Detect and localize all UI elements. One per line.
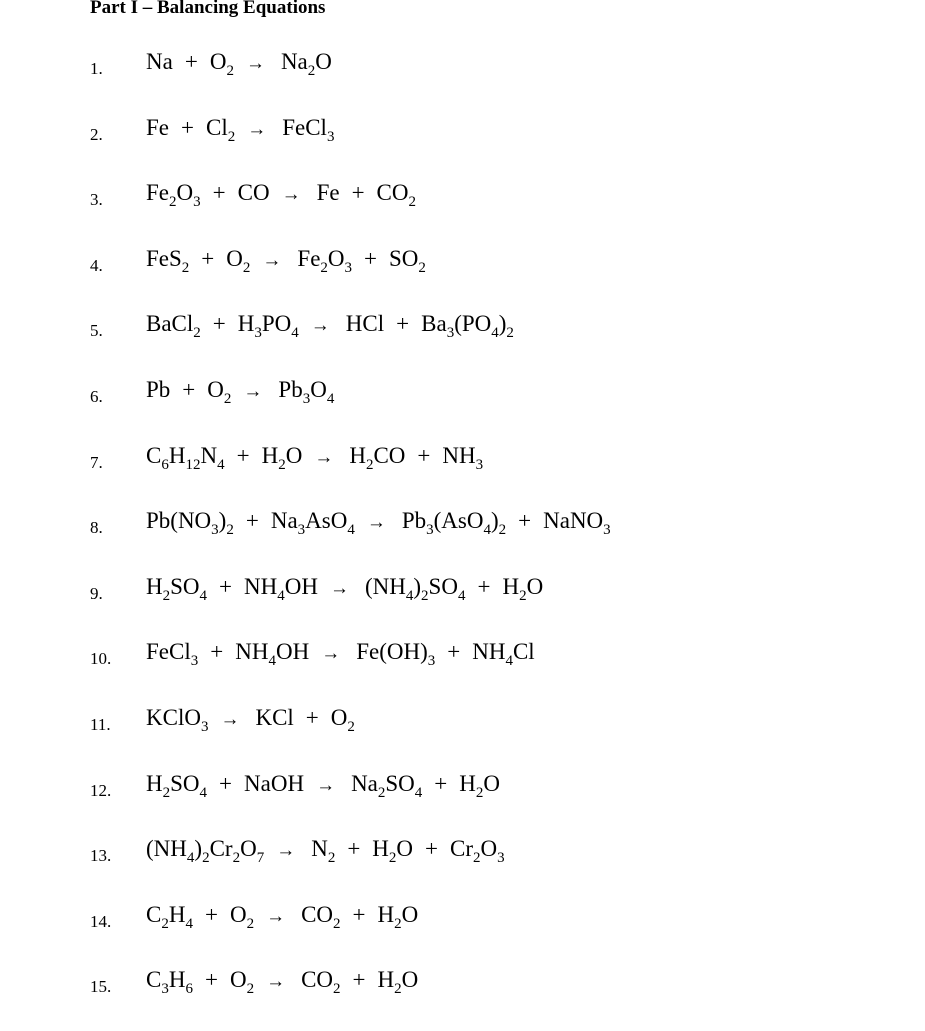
plus-sign: + bbox=[434, 770, 448, 796]
equation-row bbox=[0, 178, 925, 244]
reactant: FeS$_2$ bbox=[146, 245, 190, 276]
equation-number: 10. bbox=[90, 649, 112, 669]
equation-text bbox=[146, 704, 355, 735]
reaction-arrow-icon: → bbox=[266, 971, 286, 993]
reactant: BaCl$_2$ bbox=[146, 311, 201, 342]
plus-sign: + bbox=[212, 311, 226, 337]
equation-number: 13. bbox=[90, 846, 112, 866]
equation-text bbox=[146, 376, 335, 407]
product: $Pb_3O_4$ bbox=[278, 376, 335, 407]
reactant: FeCl$_3$ bbox=[146, 639, 199, 670]
equation-number: 4. bbox=[90, 255, 103, 275]
reactant: $Fe_2O_3$ bbox=[146, 180, 201, 211]
plus-sign: + bbox=[184, 49, 198, 74]
reactant: $O_2$ bbox=[209, 49, 234, 79]
reaction-arrow-icon: → bbox=[366, 512, 386, 534]
equation-row bbox=[0, 244, 925, 310]
equation-text bbox=[146, 967, 419, 998]
product: $CO_2$ bbox=[301, 901, 341, 932]
equation-text bbox=[146, 901, 419, 932]
reactant: $C_2H_4$ bbox=[146, 901, 193, 932]
plus-sign: + bbox=[210, 639, 224, 665]
product: KCl bbox=[255, 704, 294, 730]
reactant: $C_6H_{12}N_4$ bbox=[146, 442, 225, 473]
product: $NH_4Cl$ bbox=[472, 639, 535, 670]
product: $Ba_3(PO_4)_2$ bbox=[421, 311, 514, 342]
reaction-arrow-icon: → bbox=[314, 446, 334, 468]
equation-text bbox=[146, 442, 484, 473]
equation-row bbox=[0, 113, 925, 179]
reaction-arrow-icon: → bbox=[220, 708, 240, 730]
product: $Pb_3(AsO_4)_2$ bbox=[401, 508, 507, 539]
equation-number: 14. bbox=[90, 911, 112, 931]
reaction-arrow-icon: → bbox=[329, 577, 349, 599]
equation-row bbox=[0, 900, 925, 966]
plus-sign: + bbox=[219, 770, 233, 796]
equation-text bbox=[146, 573, 544, 604]
plus-sign: + bbox=[305, 704, 319, 730]
product: $H_2O$ bbox=[377, 901, 419, 932]
product: $H_2O$ bbox=[502, 573, 544, 604]
plus-sign: + bbox=[219, 573, 233, 599]
product: $Fe_2O_3$ bbox=[297, 245, 353, 276]
equation-number: 9. bbox=[90, 583, 103, 603]
product: FeCl$_3$ bbox=[282, 114, 335, 145]
reactant: Fe bbox=[146, 114, 169, 140]
product: $N_2$ bbox=[311, 836, 336, 867]
equation-text bbox=[146, 836, 505, 867]
plus-sign: + bbox=[364, 245, 378, 271]
reaction-arrow-icon: → bbox=[310, 315, 330, 337]
equation-number: 7. bbox=[90, 452, 103, 472]
equation-number: 15. bbox=[90, 977, 112, 997]
plus-sign: + bbox=[396, 311, 410, 337]
plus-sign: + bbox=[236, 442, 250, 468]
reactant: $H_2SO_4$ bbox=[146, 770, 208, 801]
plus-sign: + bbox=[201, 245, 215, 271]
product: $CO_2$ bbox=[301, 967, 341, 998]
plus-sign: + bbox=[181, 114, 194, 140]
reactant: $Pb(NO_3)_2$ bbox=[146, 508, 234, 539]
equation-row bbox=[0, 703, 925, 769]
product: $Fe(OH)_3$ bbox=[356, 639, 436, 670]
product: $CO_2$ bbox=[376, 180, 416, 211]
plus-sign: + bbox=[518, 508, 532, 534]
reactant: Na bbox=[146, 49, 173, 74]
reactant: $NH_4OH$ bbox=[244, 573, 318, 604]
equation-row bbox=[0, 506, 925, 572]
reactant: $H_3PO_4$ bbox=[237, 311, 299, 342]
product: NaNO$_3$ bbox=[543, 508, 611, 539]
reaction-arrow-icon: → bbox=[281, 184, 301, 206]
equation-row bbox=[0, 769, 925, 835]
equation-list bbox=[0, 47, 925, 1031]
reactant: $H_2SO_4$ bbox=[146, 573, 208, 604]
plus-sign: + bbox=[352, 901, 366, 927]
reactant: $H_2O$ bbox=[261, 442, 303, 473]
product: $(NH_4)_2SO_4$ bbox=[364, 573, 466, 604]
product: $NH_3$ bbox=[442, 442, 484, 473]
reaction-arrow-icon: → bbox=[266, 905, 286, 927]
equation-number: 12. bbox=[90, 780, 112, 800]
reaction-arrow-icon: → bbox=[245, 53, 265, 74]
reactant: KClO$_3$ bbox=[146, 704, 209, 735]
equation-number: 5. bbox=[90, 321, 103, 341]
reactant: $C_3H_6$ bbox=[146, 967, 193, 998]
reactant: Pb bbox=[146, 376, 171, 402]
equation-text bbox=[146, 311, 514, 342]
reactant: $Cl_2$ bbox=[205, 114, 236, 145]
reactant: NaOH bbox=[244, 770, 305, 796]
product: $Cr_2O_3$ bbox=[450, 836, 505, 867]
equation-text bbox=[146, 639, 535, 670]
plus-sign: + bbox=[447, 639, 461, 665]
equation-row bbox=[0, 834, 925, 900]
equation-number: 8. bbox=[90, 518, 103, 538]
equation-row bbox=[0, 572, 925, 638]
reactant: $O_2$ bbox=[229, 967, 255, 998]
reaction-arrow-icon: → bbox=[316, 774, 336, 796]
product: $H_2O$ bbox=[377, 967, 419, 998]
product: Fe bbox=[316, 180, 340, 206]
reactant: $(NH_4)_2Cr_2O_7$ bbox=[146, 836, 265, 867]
product: $Na_2O$ bbox=[280, 49, 332, 79]
equation-text bbox=[146, 49, 332, 79]
plus-sign: + bbox=[245, 508, 259, 534]
plus-sign: + bbox=[212, 180, 226, 206]
equation-number: 2. bbox=[90, 124, 103, 144]
reaction-arrow-icon: → bbox=[262, 249, 282, 271]
page-title: Part I – Balancing Equations bbox=[90, 0, 326, 18]
equation-text bbox=[146, 114, 335, 145]
product: $H_2CO$ bbox=[349, 442, 406, 473]
equation-row bbox=[0, 375, 925, 441]
reaction-arrow-icon: → bbox=[243, 380, 263, 402]
plus-sign: + bbox=[425, 836, 439, 862]
reactant: $Na_3AsO_4$ bbox=[270, 508, 355, 539]
product: $O_2$ bbox=[330, 704, 355, 735]
equation-row bbox=[0, 47, 925, 113]
product: $H_2O$ bbox=[372, 836, 414, 867]
equation-number: 1. bbox=[90, 59, 103, 78]
reactant: CO bbox=[237, 180, 270, 206]
plus-sign: + bbox=[204, 967, 218, 993]
plus-sign: + bbox=[477, 573, 491, 599]
reaction-arrow-icon: → bbox=[276, 840, 296, 862]
equation-text bbox=[146, 508, 611, 539]
reaction-arrow-icon: → bbox=[247, 118, 267, 140]
equation-text bbox=[146, 770, 501, 801]
plus-sign: + bbox=[352, 967, 366, 993]
reactant: $O_2$ bbox=[226, 245, 251, 276]
equation-number: 11. bbox=[90, 714, 111, 734]
plus-sign: + bbox=[182, 376, 196, 402]
product: HCl bbox=[345, 311, 385, 337]
reactant: $O_2$ bbox=[207, 376, 232, 407]
reactant: $NH_4OH$ bbox=[235, 639, 310, 670]
plus-sign: + bbox=[347, 836, 361, 862]
equation-number: 6. bbox=[90, 386, 103, 406]
reactant: $O_2$ bbox=[229, 901, 255, 932]
product: $H_2O$ bbox=[459, 770, 501, 801]
equation-row bbox=[0, 965, 925, 1031]
product: $SO_2$ bbox=[389, 245, 426, 276]
product: $Na_2SO_4$ bbox=[351, 770, 423, 801]
equation-row bbox=[0, 637, 925, 703]
plus-sign: + bbox=[351, 180, 365, 206]
equation-number: 3. bbox=[90, 190, 103, 210]
equation-text bbox=[146, 180, 416, 211]
plus-sign: + bbox=[417, 442, 431, 468]
plus-sign: + bbox=[204, 901, 218, 927]
reaction-arrow-icon: → bbox=[321, 643, 341, 665]
equation-row bbox=[0, 309, 925, 375]
equation-text bbox=[146, 245, 426, 276]
equation-row bbox=[0, 441, 925, 507]
